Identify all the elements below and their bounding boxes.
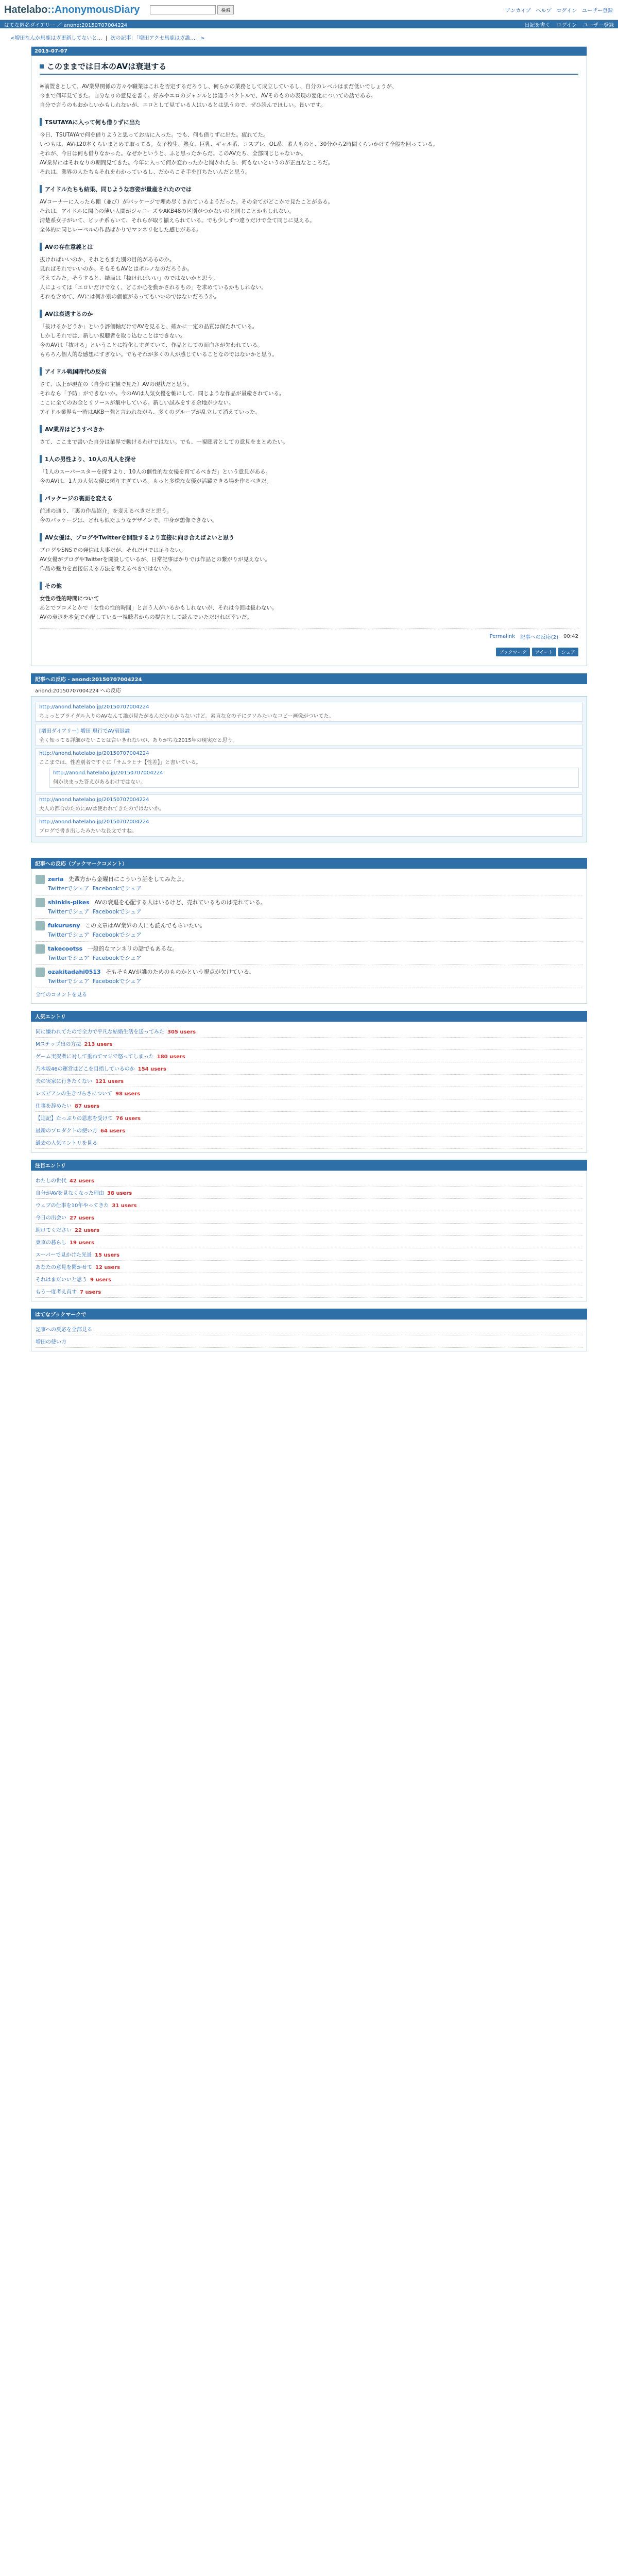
tweet-button[interactable]: ツイート bbox=[532, 648, 557, 656]
reactions-link[interactable]: 記事への反応(2) bbox=[520, 635, 559, 640]
bottom-heading: はてなブックマークで bbox=[31, 1309, 587, 1319]
popular-entry: Mステップ出の方法 213 users bbox=[36, 1038, 582, 1050]
section-heading: パッケージの裏面を変える bbox=[40, 494, 578, 502]
register-link[interactable]: ユーザー登録 bbox=[583, 22, 614, 28]
popular-entry: 同に嫌われてたので全力で平凡な結婚生活を送ってみた 305 users bbox=[36, 1025, 582, 1038]
section-heading: AV女優は、ブログやTwitterを開設するより直接に向き合えばよいと思う bbox=[40, 533, 578, 541]
trackback-item: http://anond.hatelabo.jp/20150707004224 ここまでは、性差別者ですぐに「サムラとナ【性差】」と書いている。 http://anond.hatelabo.jp/20150707004224 何か決まった答えがあるわけではない。 bbox=[36, 748, 582, 792]
section-heading: 1人の男性より、10人の凡人を探せ bbox=[40, 455, 578, 463]
bookmark-user[interactable]: zeria bbox=[48, 876, 64, 883]
trackback-heading: 記事への反応 - anond:20150707004224 bbox=[31, 673, 587, 684]
section-text: 抜ければいいのか、それともまた別の目的があるのか。 見ればそれでいいのか。そもそもAVとはポルノなのだろうか。 考えてみた。そうすると、結局は「抜ければいい」のではないかと思う。 人によっては「エロいだけでなく、どこか心を動かされるもの」を求めているかもしれない。 それも含めて、AVには何か別の価値があってもいいのではないだろうか。 bbox=[40, 257, 267, 300]
login-link[interactable]: ログイン bbox=[556, 22, 577, 28]
bookmark-comment: zeria 先輩方から金曜日にこういう話をしてみたよ。 Twitterでシェア Facebookでシェア bbox=[36, 872, 582, 895]
trackback-link[interactable]: http://anond.hatelabo.jp/20150707004224 bbox=[53, 770, 163, 776]
bookmark-comment: shinkis-pikes AVの衰退を心配する人はいるけど、売れているものは売れている。 Twitterでシェア Facebookでシェア bbox=[36, 895, 582, 919]
title-marker-icon bbox=[40, 64, 44, 69]
nav-archive[interactable]: アンカイブ bbox=[505, 8, 531, 14]
entry-time: 00:42 bbox=[563, 634, 578, 639]
search-button[interactable]: 検索 bbox=[217, 5, 234, 14]
entry-title[interactable]: このままでは日本のAVは衰退する bbox=[40, 61, 578, 75]
all-comments-link[interactable]: 全てのコメントを見る bbox=[36, 992, 87, 998]
trackback-link[interactable]: http://anond.hatelabo.jp/20150707004224 bbox=[39, 704, 149, 710]
popular-entry: レズビアンの生きづらさについて 98 users bbox=[36, 1087, 582, 1099]
hot-entry: 助けてください 22 users bbox=[36, 1224, 582, 1236]
section-text: ブログやSNSでの発信は大事だが、それだけでは足りない。 AV女優がブログやTwitterを開設しているが、日常記事ばかりでは作品との繋がりが見えない。 作品の魅力を直接伝える方法を考えるべきではないか。 bbox=[40, 547, 270, 572]
trackback-list bbox=[31, 696, 587, 842]
twitter-share-link[interactable]: Twitterでシェア bbox=[48, 978, 90, 985]
nav-register[interactable]: ユーザー登録 bbox=[582, 8, 613, 14]
trackback-link[interactable]: [増田ダイアリー] 増田 現行でAV衰退論 bbox=[39, 728, 130, 734]
bookmark-comment: fukurusny この文章はAV業界の人にも読んでもらいたい。 Twitterでシェア Facebookでシェア bbox=[36, 919, 582, 942]
section-text: 前述の通り、「裏の作品紹介」を変えるべきだと思う。 今のパッケージは、どれも似たようなデザインで、中身が想像できない。 bbox=[40, 508, 218, 523]
facebook-share-link[interactable]: Facebookでシェア bbox=[92, 885, 142, 892]
trackback-item: http://anond.hatelabo.jp/20150707004224 何か決まった答えがあるわけではない。 bbox=[49, 768, 579, 788]
hot-heading: 注目エントリ bbox=[31, 1160, 587, 1171]
bookmark-user[interactable]: fukurusny bbox=[48, 922, 80, 929]
trackback-link[interactable]: http://anond.hatelabo.jp/20150707004224 bbox=[39, 751, 149, 756]
permalink[interactable]: Permalink bbox=[489, 634, 515, 639]
section-heading: アイドル戦国時代の反省 bbox=[40, 367, 578, 376]
pager: <増田なんか馬鹿はガ更新してないと… | 次の記事：「増田アクセ馬鹿はガ誰…」> bbox=[10, 36, 205, 41]
hot-box bbox=[31, 1171, 587, 1301]
hot-entry: 東京の暮らし 19 users bbox=[36, 1236, 582, 1248]
entry-footer bbox=[40, 628, 578, 645]
share-button[interactable]: シェア bbox=[558, 648, 578, 656]
bookmark-comment: takecootss 一般的なマンネリの話でもあるな。 Twitterでシェア Facebookでシェア bbox=[36, 942, 582, 965]
trackback-link[interactable]: http://anond.hatelabo.jp/20150707004224 bbox=[39, 797, 149, 803]
nav-help[interactable]: ヘルプ bbox=[536, 8, 552, 14]
nav-login[interactable]: ログイン bbox=[556, 8, 577, 14]
next-entry-link[interactable]: 次の記事：「増田アクセ馬鹿はガ誰…」> bbox=[110, 36, 205, 41]
hot-entry: ウェブの仕事を10年やってきた 31 users bbox=[36, 1199, 582, 1211]
section-text: 女性の性的時間について あとでブコメとかで「女性の性的時間」と言う人がいるかもしれないが、それは今回は扱わない。 AVの衰退を本気で心配している一視聴者からの提言として読んでいただければ幸いだ。 bbox=[40, 596, 278, 620]
bookmarks-box bbox=[31, 869, 587, 1004]
intro-text: ※前置きとして、AV業界関係の方々や職業はこれを否定するだろうし、何らかの業務として成立しているし、自分のレベルはまだ低いでしょうが、 今まで何年見てきた。自分なりの意見を書く。好みやエロのジャンルとは違うベクトルで、AVそのものの表現の変化についての話である。 自分で言うのもおかしいかもしれないが、エロとして見ている人はいるとは思うので、ぜひ読んでほしい。長いです。 bbox=[40, 83, 398, 108]
section-heading: アイドルたちも結果、同じような容姿が量産されたのでは bbox=[40, 185, 578, 193]
popular-entry: 仕事を辞めたい 87 users bbox=[36, 1099, 582, 1112]
section-text: 「1人のスーパースターを探すより、10人の個性的な女優を育てるべきだ」という意見がある。 今のAVは、1人の人気女優に頼りすぎている。もっと多様な女優が活躍できる場を作るべきだ。 bbox=[40, 469, 272, 484]
search-input[interactable] bbox=[150, 5, 216, 14]
top-nav bbox=[506, 6, 613, 14]
avatar[interactable] bbox=[36, 944, 45, 954]
section-heading: AV業界はどうすべきか bbox=[40, 425, 578, 433]
twitter-share-link[interactable]: Twitterでシェア bbox=[48, 955, 90, 961]
bottom-link[interactable]: 増田の使い方 bbox=[36, 1340, 66, 1345]
trackback-url: anond:20150707004224 への反応 bbox=[35, 688, 121, 694]
entry bbox=[31, 46, 587, 666]
popular-entry: 夫の実家に行きたくない 121 users bbox=[36, 1075, 582, 1087]
hot-entry: 今日の出会い 27 users bbox=[36, 1211, 582, 1224]
popular-heading: 人気エントリ bbox=[31, 1011, 587, 1022]
section-heading: その他 bbox=[40, 582, 578, 590]
search-form bbox=[150, 5, 234, 14]
header bbox=[0, 0, 618, 20]
popular-entry: 最新のプロダクトの使い方 64 users bbox=[36, 1124, 582, 1137]
hot-entry: それはまだいいと思う 9 users bbox=[36, 1273, 582, 1285]
hot-entry: スーパーで見かけた光景 15 users bbox=[36, 1248, 582, 1261]
avatar[interactable] bbox=[36, 875, 45, 884]
trackback-item: http://anond.hatelabo.jp/20150707004224 ブログで書き出したみたいな長文ですね。 bbox=[36, 817, 582, 837]
twitter-share-link[interactable]: Twitterでシェア bbox=[48, 885, 90, 892]
twitter-share-link[interactable]: Twitterでシェア bbox=[48, 908, 90, 915]
popular-entry: 過去の人気エントリを見る bbox=[36, 1137, 582, 1149]
section-text: さて、ここまで書いた自分は業界で動けるわけではない。でも、一視聴者としての意見をまとめたい。 bbox=[40, 439, 288, 445]
write-diary-link[interactable]: 日記を書く bbox=[524, 22, 551, 28]
hot-entry: 自分がAVを見なくなった理由 38 users bbox=[36, 1187, 582, 1199]
entry-date: 2015-07-07 bbox=[31, 47, 587, 56]
bookmark-user[interactable]: ozakitadahi0513 bbox=[48, 969, 101, 975]
trackback-item: http://anond.hatelabo.jp/20150707004224 大人の都合のためにAVは使われてきたのではないか。 bbox=[36, 794, 582, 815]
avatar[interactable] bbox=[36, 968, 45, 977]
breadcrumb: はてな匿名ダイアリー ／ anond:20150707004224 bbox=[4, 22, 128, 28]
section-text: 今日、TSUTAYAで何を借りようと思ってお店に入った。でも、何も借りずに出た。疲れてた。 いつもは、AVは20本くらいまとめて取ってる。女子校生、熟女、巨乳、ギャル系、コスプレ、OL系、素人ものと、30分から2時間くらいかけて全般を回っている。 それが、今日は何も借りなかった。なぜかというと、ふと思ったからだ。このAVたち、全部同じじゃないか。 AV業界にはそれなりの期間見てきた。今年に入って何か変わったかと聞かれたら、何もないというのが正直なところだ。 それは、業界の人たちもそれをわかっているし、だからこそ手を打ちたいんだと思う。 bbox=[40, 132, 438, 175]
section-text: さて、以上が現在の（自分の主観で見た）AVの現状だと思う。 それなら「予防」ができないか。今のAVは人気女優を軸にして、同じような作品が量産されている。 ここに全てのお金とリソースが集中している。新しい試みをする余地が少ない。 アイドル業界も一時はAKB一強と言われながら、多くのグループが乱立して消えていった。 bbox=[40, 381, 285, 415]
nested-trackback bbox=[49, 768, 579, 788]
facebook-share-link[interactable]: Facebookでシェア bbox=[92, 908, 142, 915]
hot-entry: わたしの世代 42 users bbox=[36, 1174, 582, 1187]
hot-entry: あなたの意見を聞かせて 12 users bbox=[36, 1261, 582, 1273]
popular-entry: ゲーム実況者に対して重ねてマジで怒ってしまった 180 users bbox=[36, 1050, 582, 1062]
bookmark-button[interactable]: ブックマーク bbox=[496, 648, 529, 656]
share-buttons bbox=[40, 645, 578, 659]
bookmark-comment: ozakitadahi0513 そもそもAVが誰のためのものかという視点が欠けている。 Twitterでシェア Facebookでシェア bbox=[36, 965, 582, 988]
popular-box bbox=[31, 1022, 587, 1153]
popular-entry: 乃木坂46の運営はどこを目指しているのか 154 users bbox=[36, 1062, 582, 1075]
sub-bar bbox=[0, 20, 618, 28]
section-text: 「抜けるかどうか」という評価軸だけでAVを見ると、確かに一定の品質は保たれている。 しかしそれでは、新しい視聴者を取り込むことはできない。 今のAVは「抜ける」ということに特化しすぎていて、作品としての面白さが失われている。 もちろん個人的な感想にすぎない。でもそれが多くの人が感じていることなのではないかと思う。 bbox=[40, 324, 278, 358]
trackback-item: http://anond.hatelabo.jp/20150707004224 ちょっとブライダル入りのAVなんて誰が見たがるんだかわからないけど。素直な女の子にクソみたいなコピー画像がついてた。 bbox=[36, 702, 582, 722]
prev-entry-link[interactable]: <増田なんか馬鹿はガ更新してないと… bbox=[10, 36, 102, 41]
section-text: AVコーナーに入ったら棚（並び）がパッケージで埋め尽くされているようだった。その全てがどこかで見たことがある。 それは、アイドルに関心の薄い人間がジャニーズやAKB48の区別がつかないのと同じことかもしれない。 清楚系女子がいて、ビッチ系もいて、それらが取り揃えられている。でも少しずつ違うだけで全て同じに見える。 全体的に同じレーベルの作品ばかりでマンネリ化した感じがある。 bbox=[40, 199, 333, 233]
bookmark-user[interactable]: shinkis-pikes bbox=[48, 899, 90, 906]
avatar[interactable] bbox=[36, 921, 45, 930]
section-heading: AVは衰退するのか bbox=[40, 310, 578, 318]
site-logo[interactable]: Hatelabo::AnonymousDiary bbox=[4, 4, 140, 15]
facebook-share-link[interactable]: Facebookでシェア bbox=[92, 931, 142, 938]
trackback-item: [増田ダイアリー] 増田 現行でAV衰退論 全く知ってる詳細がないことは言いきれないが、ありがちな2015年の現実だと思う。 bbox=[36, 724, 582, 746]
bottom-box bbox=[31, 1319, 587, 1351]
twitter-share-link[interactable]: Twitterでシェア bbox=[48, 931, 90, 938]
facebook-share-link[interactable]: Facebookでシェア bbox=[92, 955, 142, 961]
bottom-link[interactable]: 記事への反応を全部見る bbox=[36, 1327, 92, 1333]
bookmark-user[interactable]: takecootss bbox=[48, 945, 83, 952]
facebook-share-link[interactable]: Facebookでシェア bbox=[92, 978, 142, 985]
trackback-link[interactable]: http://anond.hatelabo.jp/20150707004224 bbox=[39, 819, 149, 825]
section-heading: TSUTAYAに入って何も借りずに出た bbox=[40, 118, 578, 126]
section-heading: AVの存在意義とは bbox=[40, 243, 578, 251]
bookmarks-heading: 記事への反応（ブックマークコメント） bbox=[31, 858, 587, 869]
popular-entry: 【追記】たっぷりの恩恵を受けて 76 users bbox=[36, 1112, 582, 1124]
hot-entry: もう一度考え直す 7 users bbox=[36, 1285, 582, 1298]
avatar[interactable] bbox=[36, 898, 45, 907]
